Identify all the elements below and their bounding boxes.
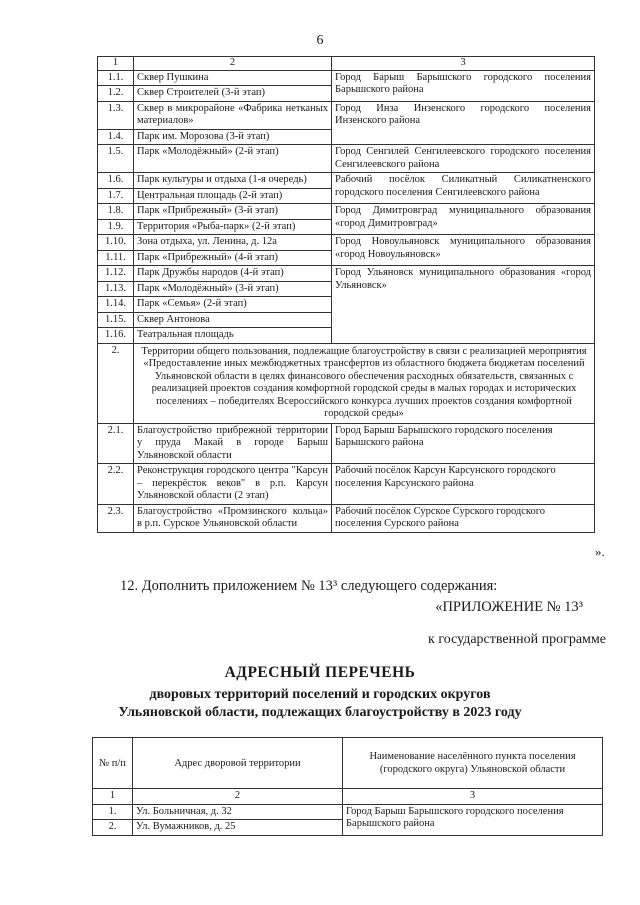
- header-number: № п/п: [93, 738, 133, 789]
- row-settlement: Город Инза Инзенского городского поселения Инзенского района: [332, 101, 595, 145]
- table-header-row: [98, 57, 595, 71]
- row-territory-name: Парк «Молодёжный» (2-й этап): [134, 145, 332, 173]
- territories-table: [97, 56, 595, 533]
- row-territory-name: Парк «Молодёжный» (3-й этап): [134, 281, 332, 297]
- address-table: [92, 737, 603, 836]
- table-row: [98, 101, 595, 129]
- row-territory-name: Центральная площадь (2-й этап): [134, 188, 332, 204]
- row-settlement: Город Ульяновск муниципального образования «город Ульяновск»: [332, 266, 595, 344]
- row-settlement: Рабочий посёлок Карсун Карсунского городского поселения Карсунского района: [332, 464, 595, 505]
- row-territory-name: Парк Дружбы народов (4-й этап): [134, 266, 332, 282]
- row-number: 1.11.: [98, 250, 134, 266]
- document-subtitle-line-1: дворовых территорий поселений и городских округов: [149, 687, 491, 702]
- appendix-title: «ПРИЛОЖЕНИЕ № 13³: [435, 599, 583, 615]
- row-number: 1.10.: [98, 235, 134, 251]
- column-number: 2: [134, 57, 332, 71]
- row-territory-name: Благоустройство «Промзинского кольца» в р.п. Сурское Ульяновской области: [134, 504, 332, 532]
- row-number: 1.7.: [98, 188, 134, 204]
- table-row: [98, 145, 595, 173]
- appendix-subtitle: к государственной программе: [428, 632, 606, 647]
- row-territory-name: Парк «Прибрежный» (3-й этап): [134, 204, 332, 220]
- row-territory-name: Парк им. Морозова (3-й этап): [134, 129, 332, 145]
- row-number: 1.3.: [98, 101, 134, 129]
- row-number: 1.13.: [98, 281, 134, 297]
- section-2-row: [98, 343, 595, 423]
- row-settlement: Город Барыш Барышского городского поселения Барышского района: [343, 804, 603, 835]
- row-number: 1.6.: [98, 173, 134, 189]
- closing-quote: ».: [595, 544, 605, 559]
- table-row: [93, 804, 603, 820]
- row-settlement: Город Барыш Барышского городского поселения Барышского района: [332, 423, 595, 464]
- row-territory-name: Театральная площадь: [134, 328, 332, 344]
- row-territory-name: Сквер Строителей (3-й этап): [134, 86, 332, 102]
- amendment-item-12: 12. Дополнить приложением № 13³ следующего содержания:: [120, 578, 498, 594]
- row-settlement: Рабочий посёлок Силикатный Силикатненского городского поселения Сенгилеевского района: [332, 173, 595, 204]
- page-number: 6: [316, 33, 324, 48]
- row-territory-name: Парк «Семья» (2-й этап): [134, 297, 332, 313]
- address-table-header: [93, 738, 603, 789]
- row-address: Ул. Больничная, д. 32: [133, 804, 343, 820]
- row-territory-name: Благоустройство прибрежной территории у пруда Макай в городе Барыш Ульяновской области: [134, 423, 332, 464]
- row-number: 1.16.: [98, 328, 134, 344]
- document-subtitle-line-2: Ульяновской области, подлежащих благоустройству в 2023 году: [118, 705, 522, 720]
- row-number: 1.14.: [98, 297, 134, 313]
- column-number: 3: [343, 789, 603, 805]
- section-description: Территории общего пользования, подлежащие благоустройству в связи с реализацией мероприятия «Предоставление иных межбюджетных трансфертов из областного бюджета бюджетам поселений Ульяновской области в целях финансового обеспечения расходных обязательств, связанных с реализацией проектов создания комфортной городской среды в малых городах и исторических поселениях – победителях Всероссийского конкурса лучших проектов создания комфортной городской среды»: [134, 343, 595, 423]
- table-row: [98, 504, 595, 532]
- table-row: [98, 70, 595, 86]
- column-number: 1: [98, 57, 134, 71]
- row-settlement: Рабочий посёлок Сурское Сурского городского поселения Сурского района: [332, 504, 595, 532]
- address-table-column-numbers: [93, 789, 603, 805]
- row-number: 2.1.: [98, 423, 134, 464]
- row-settlement: Город Димитровград муниципального образования «город Димитровград»: [332, 204, 595, 235]
- row-settlement: Город Барыш Барышского городского поселения Барышского района: [332, 70, 595, 101]
- row-number: 1.5.: [98, 145, 134, 173]
- row-number: 1.2.: [98, 86, 134, 102]
- row-number: 1.12.: [98, 266, 134, 282]
- row-settlement: Город Сенгилей Сенгилеевского городского поселения Сенгилеевского района: [332, 145, 595, 173]
- header-settlement: Наименование населённого пункта поселения (городского округа) Ульяновской области: [343, 738, 603, 789]
- table-row: [98, 235, 595, 251]
- row-territory-name: Парк культуры и отдыха (1-я очередь): [134, 173, 332, 189]
- row-number: 1.: [93, 804, 133, 820]
- row-settlement: Город Новоульяновск муниципального образования «город Новоульяновск»: [332, 235, 595, 266]
- row-address: Ул. Вумажников, д. 25: [133, 820, 343, 836]
- table-row: [98, 173, 595, 189]
- row-territory-name: Сквер Антонова: [134, 312, 332, 328]
- column-number: 2: [133, 789, 343, 805]
- table-row: [98, 464, 595, 505]
- table-row: [98, 423, 595, 464]
- table-row: [98, 204, 595, 220]
- header-address: Адрес дворовой территории: [133, 738, 343, 789]
- row-number: 1.15.: [98, 312, 134, 328]
- row-number: 1.8.: [98, 204, 134, 220]
- row-territory-name: Сквер в микрорайоне «Фабрика нетканых материалов»: [134, 101, 332, 129]
- row-territory-name: Парк «Прибрежный» (4-й этап): [134, 250, 332, 266]
- row-number: 2.2.: [98, 464, 134, 505]
- column-number: 3: [332, 57, 595, 71]
- document-title: АДРЕСНЫЙ ПЕРЕЧЕНЬ: [224, 664, 416, 681]
- section-number: 2.: [98, 343, 134, 423]
- row-number: 1.1.: [98, 70, 134, 86]
- row-territory-name: Реконструкция городского центра "Карсун – перекрёсток веков" в р.п. Карсун Ульяновской области (2 этап): [134, 464, 332, 505]
- row-number: 2.: [93, 820, 133, 836]
- row-territory-name: Территория «Рыба-парк» (2-й этап): [134, 219, 332, 235]
- row-territory-name: Зона отдыха, ул. Ленина, д. 12а: [134, 235, 332, 251]
- row-territory-name: Сквер Пушкина: [134, 70, 332, 86]
- row-number: 2.3.: [98, 504, 134, 532]
- row-number: 1.9.: [98, 219, 134, 235]
- row-number: 1.4.: [98, 129, 134, 145]
- table-row: [98, 266, 595, 282]
- column-number: 1: [93, 789, 133, 805]
